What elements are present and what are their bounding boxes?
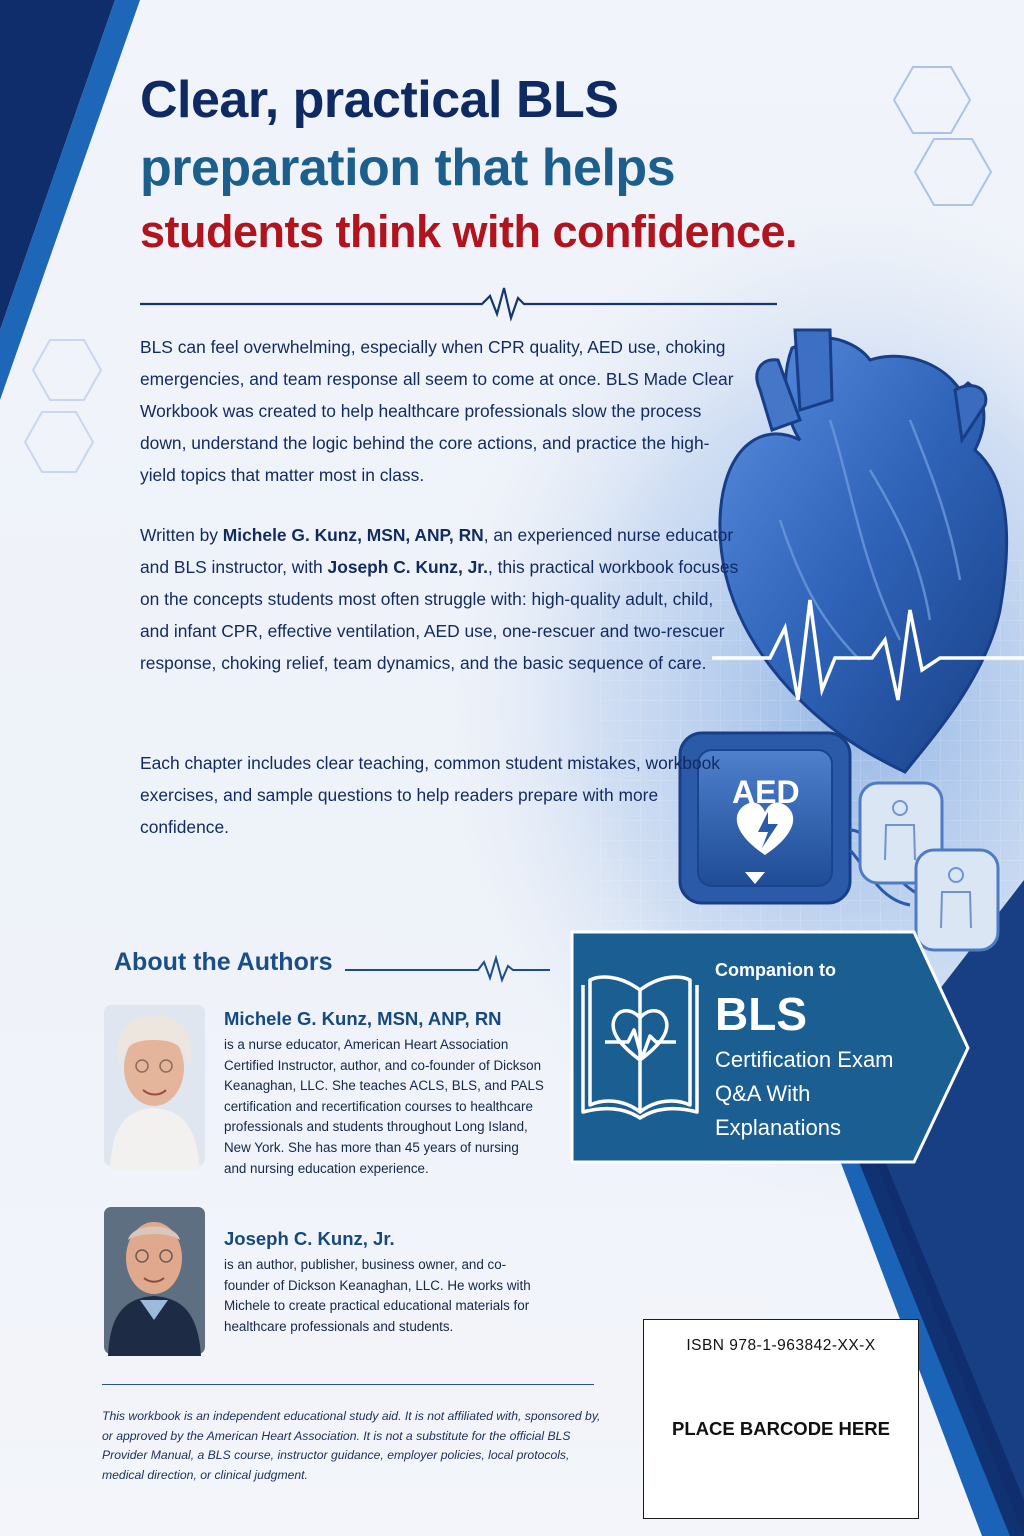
intro-paragraph-1: BLS can feel overwhelming, especially when CPR quality, AED use, choking emergencies, and team response all seem to come at once. BLS Made Clear Workbook was created to help healthcare professionals slow the process down, understand the logic behind the core actions, and practice the high-yield topics that matter most in class. [140, 337, 734, 485]
intro-paragraph-3: Each chapter includes clear teaching, common student mistakes, workbook exercises, and sample questions to help readers prepare with more confidence. [140, 753, 720, 837]
isbn-number: ISBN 978-1-963842-XX-X [686, 1337, 876, 1354]
headline-line-3: students think with confidence. [140, 206, 798, 257]
barcode-placeholder: PLACE BARCODE HERE [672, 1418, 890, 1439]
headline-line-2: preparation that helps [140, 139, 676, 197]
author-2-bio: is an author, publisher, business owner, and co-founder of Dickson Keanaghan, LLC. He works with Michele to create practical educational materials for healthcare professionals and students. [224, 1257, 531, 1334]
author-2-highlight: Joseph C. Kunz, Jr. [327, 557, 488, 577]
disclaimer-separator [102, 1384, 594, 1385]
intro-text: , an experienced nurse educator and BLS instructor, with [140, 525, 734, 577]
intro-text: , this practical workbook focuses on the concepts students most often struggle with: high-quality adult, child, and infant CPR, effective ventilation, AED use, one-rescuer and two-rescuer response, choking relief, team dynamics, and the basic sequence of care. [140, 557, 739, 673]
author-1-highlight: Michele G. Kunz, MSN, ANP, RN [222, 525, 484, 545]
disclaimer: This workbook is an independent educational study aid. It is not affiliated with, sponsored by, or approved by the American Heart Association. It is not a substitute for the official BLS Provider Manual, a BLS course, instructor guidance, employer policies, local protocols, medical direction, or clinical judgment. [102, 1409, 601, 1482]
badge-companion-label: Companion to [715, 960, 836, 980]
author-1-bio: is a nurse educator, American Heart Association Certified Instructor, author, and co-founder of Dickson Keanaghan, LLC. She teaches ACLS, BLS, and PALS certification and recertification courses to healthcare professionals and students throughout Long Island, New York. She has more than 45 years of nursing and nursing education experience. [224, 1037, 544, 1176]
intro-text: Written by [140, 525, 223, 545]
badge-text [715, 955, 925, 1145]
badge-subtitle: Certification Exam Q&A With Explanations [715, 1047, 894, 1140]
aed-label: AED [732, 774, 800, 810]
isbn-barcode-box [643, 1319, 919, 1519]
author-1-name: Michele G. Kunz, MSN, ANP, RN [224, 1008, 502, 1029]
author-2-name: Joseph C. Kunz, Jr. [224, 1228, 395, 1249]
about-authors-title: About the Authors [114, 948, 333, 976]
headline-line-1: Clear, practical BLS [140, 71, 619, 129]
badge-bls-label: BLS [715, 988, 807, 1040]
